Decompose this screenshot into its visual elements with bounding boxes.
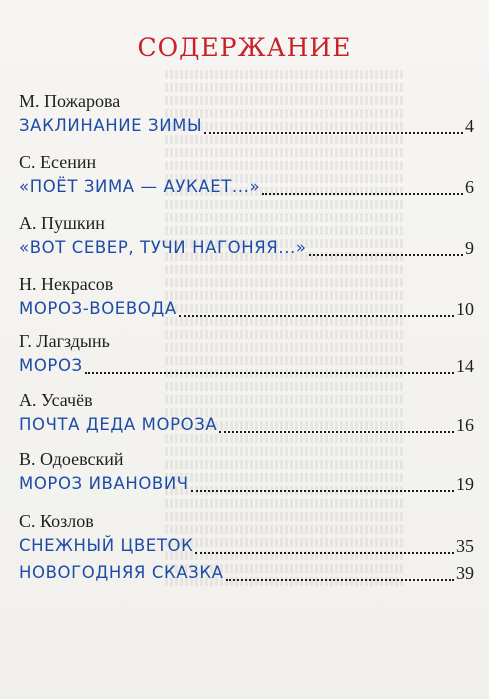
entry-title: МОРОЗ bbox=[19, 356, 83, 375]
entry-author: В. Одоевский bbox=[19, 449, 124, 469]
entry-title: «ВОТ СЕВЕР, ТУЧИ НАГОНЯЯ...» bbox=[19, 238, 307, 257]
leader-dots bbox=[262, 192, 463, 195]
leader-dots bbox=[179, 314, 454, 317]
leader-dots bbox=[309, 253, 463, 256]
entry-author: С. Козлов bbox=[19, 511, 94, 531]
toc-entry bbox=[19, 329, 474, 379]
toc-entry bbox=[19, 272, 474, 322]
entry-page-number: 19 bbox=[456, 474, 474, 494]
toc-entry bbox=[19, 388, 474, 438]
leader-dots bbox=[204, 131, 463, 134]
entry-row bbox=[19, 235, 474, 261]
leader-dots bbox=[226, 578, 454, 581]
entry-page-number: 10 bbox=[456, 299, 474, 319]
entry-title: «ПОЁТ ЗИМА — АУКАЕТ...» bbox=[19, 177, 261, 196]
entry-row bbox=[19, 296, 474, 322]
toc-entry bbox=[19, 509, 474, 559]
entry-author: А. Пушкин bbox=[19, 213, 105, 233]
entry-author: С. Есенин bbox=[19, 152, 97, 172]
entry-author: Г. Лагздынь bbox=[19, 331, 110, 351]
entry-title: МОРОЗ ИВАНОВИЧ bbox=[19, 474, 189, 493]
page-title: СОДЕРЖАНИЕ bbox=[137, 33, 352, 62]
toc-entry bbox=[19, 89, 474, 139]
toc-entry bbox=[19, 211, 474, 261]
entry-page-number: 4 bbox=[465, 116, 474, 136]
entry-page-number: 16 bbox=[456, 415, 474, 435]
entry-row bbox=[19, 353, 474, 379]
entry-title: ПОЧТА ДЕДА МОРОЗА bbox=[19, 415, 218, 434]
entry-page-number: 9 bbox=[465, 238, 474, 258]
toc-entry bbox=[19, 150, 474, 200]
entry-title: НОВОГОДНЯЯ СКАЗКА bbox=[19, 563, 224, 582]
leader-dots bbox=[191, 489, 454, 492]
leader-dots bbox=[219, 430, 454, 433]
entry-title: СНЕЖНЫЙ ЦВЕТОК bbox=[19, 536, 194, 555]
leader-dots bbox=[195, 551, 454, 554]
leader-dots bbox=[85, 371, 454, 374]
entry-page-number: 14 bbox=[456, 356, 474, 376]
toc-entry bbox=[19, 447, 474, 497]
entry-author: М. Пожарова bbox=[19, 91, 121, 111]
entry-row bbox=[19, 174, 474, 200]
entry-title: МОРОЗ-ВОЕВОДА bbox=[19, 299, 177, 318]
entry-author: Н. Некрасов bbox=[19, 274, 114, 294]
entry-page-number: 35 bbox=[456, 536, 474, 556]
entry-author: А. Усачёв bbox=[19, 390, 93, 410]
entry-row bbox=[19, 560, 474, 586]
entry-row bbox=[19, 533, 474, 559]
entry-page-number: 6 bbox=[465, 177, 474, 197]
entry-row bbox=[19, 412, 474, 438]
toc-entry bbox=[19, 560, 474, 586]
entry-page-number: 39 bbox=[456, 563, 474, 583]
entry-title: ЗАКЛИНАНИЕ ЗИМЫ bbox=[19, 116, 203, 135]
entry-row bbox=[19, 113, 474, 139]
entry-row bbox=[19, 471, 474, 497]
